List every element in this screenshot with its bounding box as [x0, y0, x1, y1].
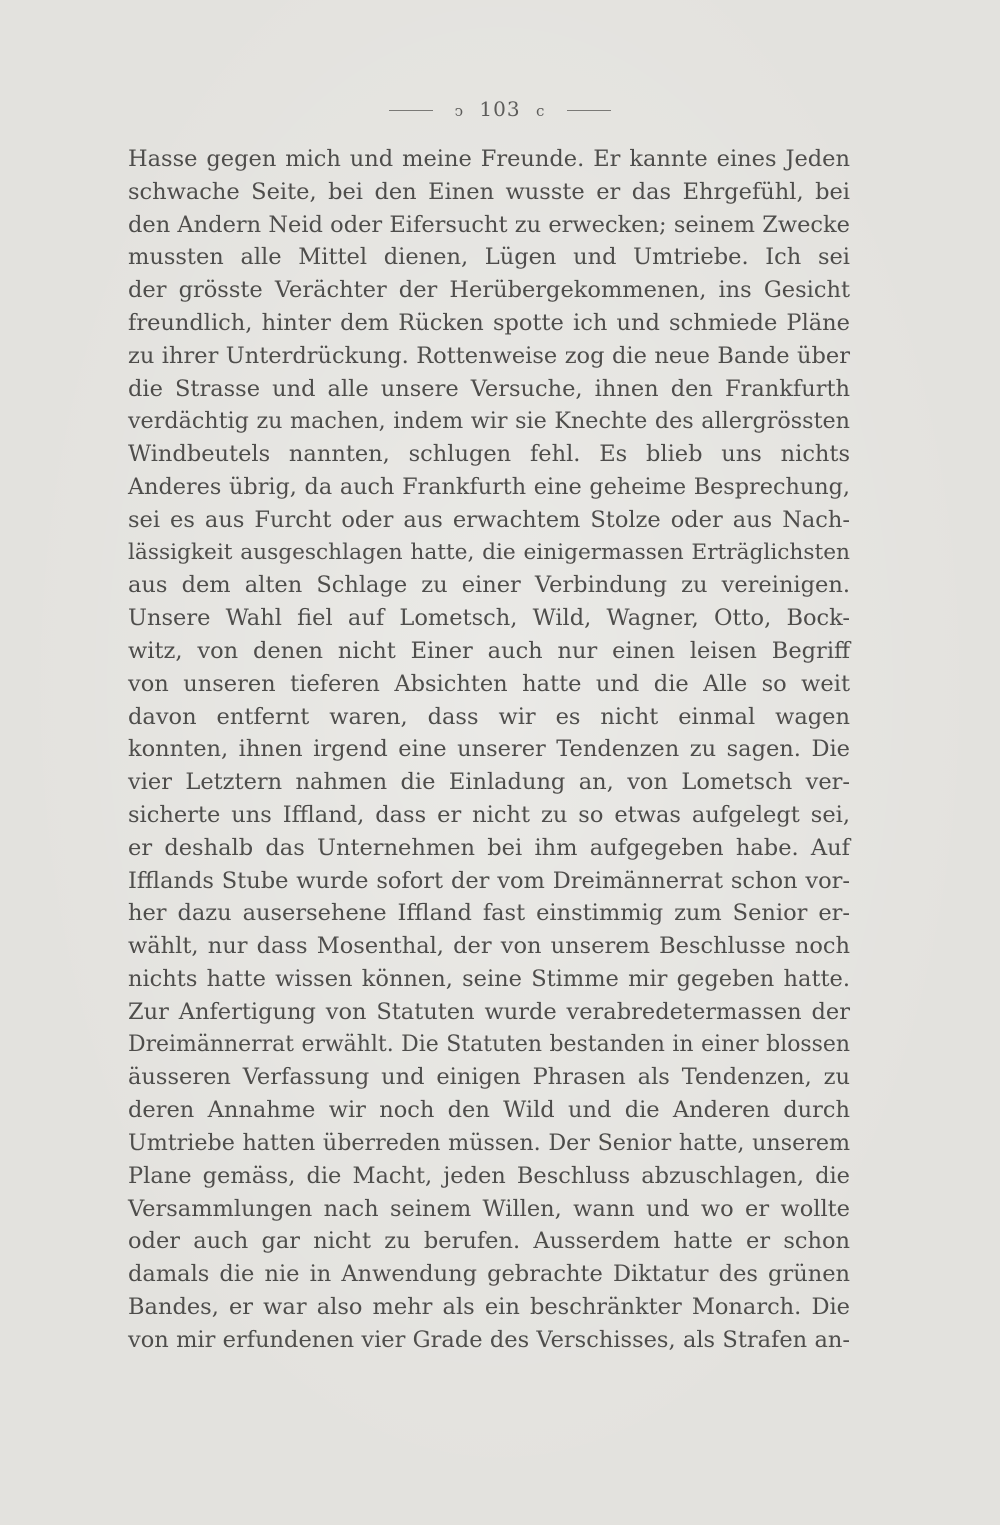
- text-line: verdächtig zu machen, indem wir sie Knechte des allergrössten: [128, 408, 850, 435]
- text-line: damals die nie in Anwendung gebrachte Diktatur des grünen: [128, 1261, 850, 1288]
- header-left-rule: [389, 110, 433, 111]
- header-right-ornament: c: [535, 101, 546, 120]
- text-line: von mir erfundenen vier Grade des Verschisses, als Strafen an-: [128, 1326, 850, 1353]
- text-line: Anderes übrig, da auch Frankfurth eine geheime Besprechung,: [128, 473, 850, 500]
- text-line: nichts hatte wissen können, seine Stimme mir gegeben hatte.: [128, 965, 850, 992]
- text-line: zu ihrer Unterdrückung. Rottenweise zog die neue Bande über: [128, 342, 850, 369]
- text-line: Umtriebe hatten überreden müssen. Der Senior hatte, unserem: [128, 1129, 850, 1156]
- text-line: er deshalb das Unternehmen bei ihm aufgegeben habe. Auf: [128, 834, 850, 861]
- text-line: Hasse gegen mich und meine Freunde. Er kannte eines Jeden: [128, 146, 850, 172]
- text-line: Dreimännerrat erwählt. Die Statuten bestanden in einer blossen: [128, 1031, 850, 1057]
- page-header: [0, 97, 1000, 121]
- text-line: Windbeutels nannten, schlugen fehl. Es blieb uns nichts: [128, 441, 850, 468]
- text-line: sicherte uns Iffland, dass er nicht zu so etwas aufgelegt sei,: [128, 801, 850, 828]
- text-line: aus dem alten Schlage zu einer Verbindung zu vereinigen.: [128, 572, 850, 599]
- text-line: wählt, nur dass Mosenthal, der von unserem Beschlusse noch: [128, 933, 850, 960]
- text-line: Bandes, er war also mehr als ein beschränkter Monarch. Die: [128, 1293, 850, 1320]
- text-line: Unsere Wahl fiel auf Lometsch, Wild, Wagner, Otto, Bock-: [128, 605, 850, 632]
- text-line: konnten, ihnen irgend eine unserer Tendenzen zu sagen. Die: [128, 736, 850, 763]
- text-line: witz, von denen nicht Einer auch nur einen leisen Begriff: [128, 637, 850, 664]
- text-line: der grösste Verächter der Herübergekommenen, ins Gesicht: [128, 277, 850, 304]
- header-right-rule: [567, 110, 611, 111]
- page-number: 103: [479, 97, 521, 121]
- text-line: vier Letztern nahmen die Einladung an, von Lometsch ver-: [128, 769, 850, 796]
- text-line: mussten alle Mittel dienen, Lügen und Umtriebe. Ich sei: [128, 244, 850, 271]
- text-line: davon entfernt waren, dass wir es nicht einmal wagen: [128, 703, 850, 730]
- text-line: schwache Seite, bei den Einen wusste er das Ehrgefühl, bei: [128, 178, 850, 205]
- text-line: Plane gemäss, die Macht, jeden Beschluss abzuschlagen, die: [128, 1162, 850, 1189]
- text-line: äusseren Verfassung und einigen Phrasen als Tendenzen, zu: [128, 1064, 850, 1091]
- text-line: den Andern Neid oder Eifersucht zu erwecken; seinem Zwecke: [128, 211, 850, 238]
- body-text: [128, 143, 850, 1356]
- text-line: sei es aus Furcht oder aus erwachtem Stolze oder aus Nach-: [128, 506, 850, 533]
- text-line: oder auch gar nicht zu berufen. Ausserdem hatte er schon: [128, 1228, 850, 1255]
- text-line: her dazu ausersehene Iffland fast einstimmig zum Senior er-: [128, 900, 850, 927]
- header-left-ornament: ↄ: [454, 101, 465, 120]
- text-line: freundlich, hinter dem Rücken spotte ich und schmiede Pläne: [128, 309, 850, 336]
- text-line: Zur Anfertigung von Statuten wurde verabredetermassen der: [128, 998, 850, 1025]
- text-line: die Strasse und alle unsere Versuche, ihnen den Frankfurth: [128, 375, 850, 402]
- text-line: Ifflands Stube wurde sofort der vom Dreimännerrat schon vor-: [128, 867, 850, 894]
- text-line: von unseren tieferen Absichten hatte und die Alle so weit: [128, 670, 850, 697]
- text-line: lässigkeit ausgeschlagen hatte, die einigermassen Erträglichsten: [128, 539, 850, 565]
- text-line: deren Annahme wir noch den Wild und die Anderen durch: [128, 1097, 850, 1124]
- text-line: Versammlungen nach seinem Willen, wann und wo er wollte: [128, 1195, 850, 1222]
